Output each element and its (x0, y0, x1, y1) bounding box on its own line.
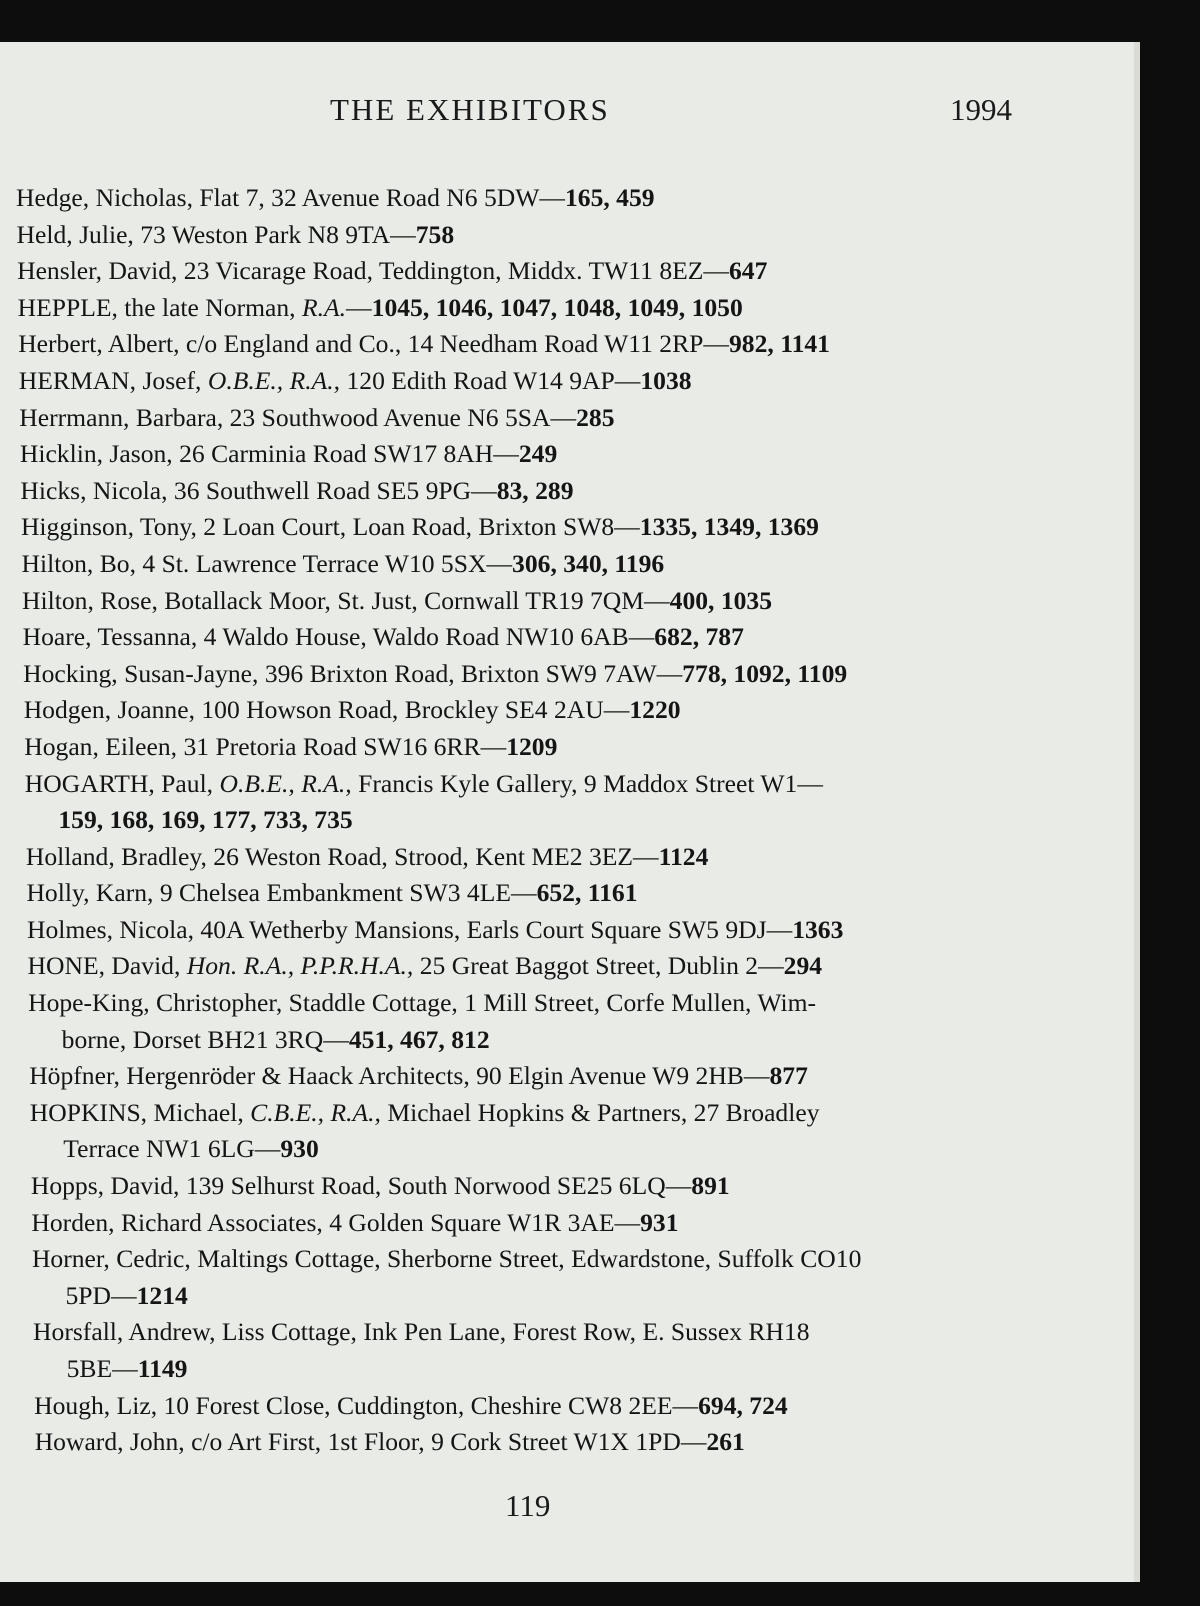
exhibitor-entry (0, 875, 1140, 912)
entry-text: Holly, Karn, 9 Chelsea Embankment SW3 4LE— (26, 878, 537, 908)
entry-text: Herbert, Albert, c/o England and Co., 14 Needham Road W11 2RP— (18, 329, 729, 359)
catalogue-numbers: 1214 (136, 1280, 188, 1310)
catalogue-numbers: 694, 724 (698, 1390, 788, 1420)
entry-text: HOPKINS, Michael, (29, 1097, 251, 1127)
entry-continuation-line (0, 1131, 1140, 1168)
entry-text: HERMAN, Josef, (18, 365, 208, 395)
entry-text: Hough, Liz, 10 Forest Close, Cuddington, Cheshire CW8 2EE— (34, 1390, 699, 1420)
exhibitor-entry (0, 1424, 1140, 1461)
entry-line (0, 473, 1140, 510)
entry-text: 25 Great Baggot Street, Dublin 2— (413, 951, 784, 981)
exhibitor-entry (0, 400, 1140, 437)
entry-line (0, 363, 1140, 400)
exhibitor-entry (0, 326, 1140, 363)
catalogue-numbers: 1220 (629, 695, 681, 725)
entry-text: Herrmann, Barbara, 23 Southwood Avenue N6 5SA— (19, 402, 577, 432)
entry-text: Howard, John, c/o Art First, 1st Floor, 9 Cork Street W1X 1PD— (34, 1427, 707, 1457)
entry-text: 5PD— (65, 1280, 137, 1310)
catalogue-numbers: 261 (706, 1427, 745, 1457)
exhibitor-entry (0, 985, 1140, 1058)
exhibitor-entry (0, 766, 1140, 839)
honours: R.A. (301, 292, 347, 322)
book-page (0, 42, 1140, 1582)
entry-line (0, 875, 1140, 912)
catalogue-numbers: 682, 787 (654, 622, 744, 652)
exhibitor-entry (0, 1388, 1140, 1425)
catalogue-numbers: 1335, 1349, 1369 (639, 512, 819, 542)
exhibitor-entry (0, 619, 1140, 656)
entry-text: Terrace NW1 6LG— (63, 1134, 281, 1164)
exhibitor-entry (0, 180, 1140, 217)
exhibitor-entry (0, 363, 1140, 400)
entry-line (0, 253, 1140, 290)
entry-line (0, 912, 1140, 949)
catalogue-numbers: 165, 459 (564, 183, 655, 212)
entry-text: Hogan, Eileen, 31 Pretoria Road SW16 6RR— (24, 731, 507, 761)
entry-continuation-line (0, 1351, 1140, 1388)
entry-text: Hodgen, Joanne, 100 Howson Road, Brockley SE4 2AU— (23, 695, 630, 725)
entry-text: Francis Kyle Gallery, 9 Maddox Street W1— (351, 768, 823, 798)
catalogue-numbers: 930 (280, 1134, 319, 1164)
catalogue-numbers: 1149 (137, 1354, 188, 1383)
exhibitor-entry (0, 656, 1140, 693)
entry-line (0, 1314, 1140, 1351)
entry-line (0, 400, 1140, 437)
honours: O.B.E., R.A., (219, 768, 352, 798)
entry-text: Holland, Bradley, 26 Weston Road, Strood, Kent ME2 3EZ— (25, 841, 659, 871)
entry-line (0, 985, 1140, 1022)
entry-continuation-line (0, 1022, 1140, 1059)
entry-text: HEPPLE, the late Norman, (17, 292, 302, 322)
entry-text: Hensler, David, 23 Vicarage Road, Teddington, Middx. TW11 8EZ— (17, 256, 729, 286)
entry-text: Hocking, Susan-Jayne, 396 Brixton Road, Brixton SW9 7AW— (23, 658, 683, 688)
entry-line (0, 436, 1140, 473)
exhibitor-entry (0, 473, 1140, 510)
catalogue-numbers: 652, 1161 (536, 878, 638, 908)
page-year: 1994 (950, 92, 1012, 127)
catalogue-numbers: 400, 1035 (669, 585, 773, 615)
exhibitor-entry (0, 1168, 1140, 1205)
exhibitor-entry (0, 1058, 1140, 1095)
honours: O.B.E., R.A., (207, 365, 341, 395)
exhibitor-entry (0, 1314, 1140, 1387)
entry-line (0, 619, 1140, 656)
entry-line (0, 656, 1140, 693)
catalogue-numbers: 285 (576, 402, 615, 432)
entry-text: Hope-King, Christopher, Staddle Cottage, 1 Mill Street, Corfe Mullen, Wim- (28, 988, 817, 1018)
entry-line (0, 180, 1140, 217)
entry-line (0, 766, 1140, 803)
entry-text: Horden, Richard Associates, 4 Golden Square W1R 3AE— (31, 1207, 641, 1237)
entry-text: Horsfall, Andrew, Liss Cottage, Ink Pen Lane, Forest Row, E. Sussex RH18 (33, 1317, 810, 1347)
entry-line (0, 729, 1140, 766)
entry-line (0, 546, 1140, 583)
entry-text: Hicklin, Jason, 26 Carminia Road SW17 8AH— (19, 439, 519, 469)
entry-line (0, 948, 1140, 985)
exhibitor-entry (0, 217, 1140, 254)
catalogue-numbers: 159, 168, 169, 177, 733, 735 (58, 805, 353, 835)
catalogue-numbers: 1038 (640, 365, 692, 395)
catalogue-numbers: 306, 340, 1196 (512, 548, 665, 578)
exhibitor-entry (0, 912, 1140, 949)
catalogue-numbers: 931 (640, 1207, 679, 1237)
catalogue-numbers: 1363 (792, 914, 844, 944)
exhibitor-entry (0, 1241, 1140, 1314)
entry-line (0, 217, 1140, 254)
catalogue-numbers: 83, 289 (496, 475, 574, 505)
entry-text: Hicks, Nicola, 36 Southwell Road SE5 9PG— (20, 475, 497, 505)
catalogue-numbers: 249 (518, 439, 558, 469)
entry-text: Higginson, Tony, 2 Loan Court, Loan Road, Brixton SW8— (20, 512, 640, 542)
entry-text: Hoare, Tessanna, 4 Waldo House, Waldo Road NW10 6AB— (22, 622, 655, 652)
exhibitor-entry (0, 253, 1140, 290)
entry-line (0, 326, 1140, 363)
entry-line (0, 583, 1140, 620)
exhibitor-entry (0, 729, 1140, 766)
entry-text: 120 Edith Road W14 9AP— (340, 365, 641, 395)
page-title: THE EXHIBITORS (330, 92, 610, 127)
exhibitor-entry (0, 436, 1140, 473)
exhibitor-entry (0, 839, 1140, 876)
entry-text: borne, Dorset BH21 3RQ— (61, 1024, 349, 1054)
entry-text: Hopps, David, 139 Selhurst Road, South Norwood SE25 6LQ— (30, 1171, 692, 1201)
catalogue-numbers: 877 (769, 1061, 808, 1091)
entry-line (0, 1168, 1140, 1205)
exhibitor-list (0, 180, 1140, 1461)
entry-line (0, 1388, 1140, 1425)
entry-text: Michael Hopkins & Partners, 27 Broadley (380, 1097, 820, 1127)
entry-line (0, 1205, 1140, 1242)
exhibitor-entry (0, 692, 1140, 729)
exhibitor-entry (0, 583, 1140, 620)
running-head (0, 92, 1140, 128)
entry-text: HOGARTH, Paul, (24, 768, 220, 798)
honours: Hon. R.A., P.P.R.H.A., (186, 951, 414, 981)
entry-text: Horner, Cedric, Maltings Cottage, Sherborne Street, Edwardstone, Suffolk CO10 (31, 1244, 862, 1274)
catalogue-numbers: 1124 (658, 841, 709, 871)
catalogue-numbers: 451, 467, 812 (348, 1024, 490, 1054)
entry-continuation-line (0, 802, 1140, 839)
page-number: 119 (505, 1488, 551, 1523)
exhibitor-entry (0, 1205, 1140, 1242)
catalogue-numbers: 778, 1092, 1109 (682, 658, 848, 688)
catalogue-numbers: 982, 1141 (729, 329, 830, 359)
entry-line (0, 1424, 1140, 1461)
entry-text: Hedge, Nicholas, Flat 7, 32 Avenue Road N6 5DW— (16, 183, 565, 212)
entry-text: 5BE— (66, 1354, 138, 1383)
entry-text: Holmes, Nicola, 40A Wetherby Mansions, Earls Court Square SW5 9DJ— (27, 914, 793, 944)
entry-line (0, 290, 1140, 327)
catalogue-numbers: 891 (691, 1171, 730, 1201)
catalogue-numbers: 294 (783, 951, 823, 981)
catalogue-numbers: 1209 (506, 731, 558, 761)
entry-line (0, 692, 1140, 729)
catalogue-numbers: 1045, 1046, 1047, 1048, 1049, 1050 (371, 292, 743, 322)
entry-text: Held, Julie, 73 Weston Park N8 9TA— (16, 219, 416, 249)
entry-line (0, 509, 1140, 546)
entry-line (0, 1095, 1140, 1132)
catalogue-numbers: 647 (729, 256, 768, 286)
exhibitor-entry (0, 1095, 1140, 1168)
exhibitor-entry (0, 546, 1140, 583)
entry-text: — (346, 292, 372, 322)
exhibitor-entry (0, 290, 1140, 327)
entry-line (0, 1058, 1140, 1095)
honours: C.B.E., R.A., (250, 1097, 381, 1127)
entry-text: HONE, David, (27, 951, 187, 981)
entry-text: Höpfner, Hergenröder & Haack Architects, 90 Elgin Avenue W9 2HB— (29, 1061, 770, 1091)
catalogue-numbers: 758 (415, 219, 455, 249)
exhibitor-entry (0, 948, 1140, 985)
exhibitor-entry (0, 509, 1140, 546)
entry-text: Hilton, Rose, Botallack Moor, St. Just, Cornwall TR19 7QM— (22, 585, 670, 615)
entry-continuation-line (0, 1278, 1140, 1315)
entry-line (0, 839, 1140, 876)
entry-line (0, 1241, 1140, 1278)
entry-text: Hilton, Bo, 4 St. Lawrence Terrace W10 5SX— (21, 548, 513, 578)
